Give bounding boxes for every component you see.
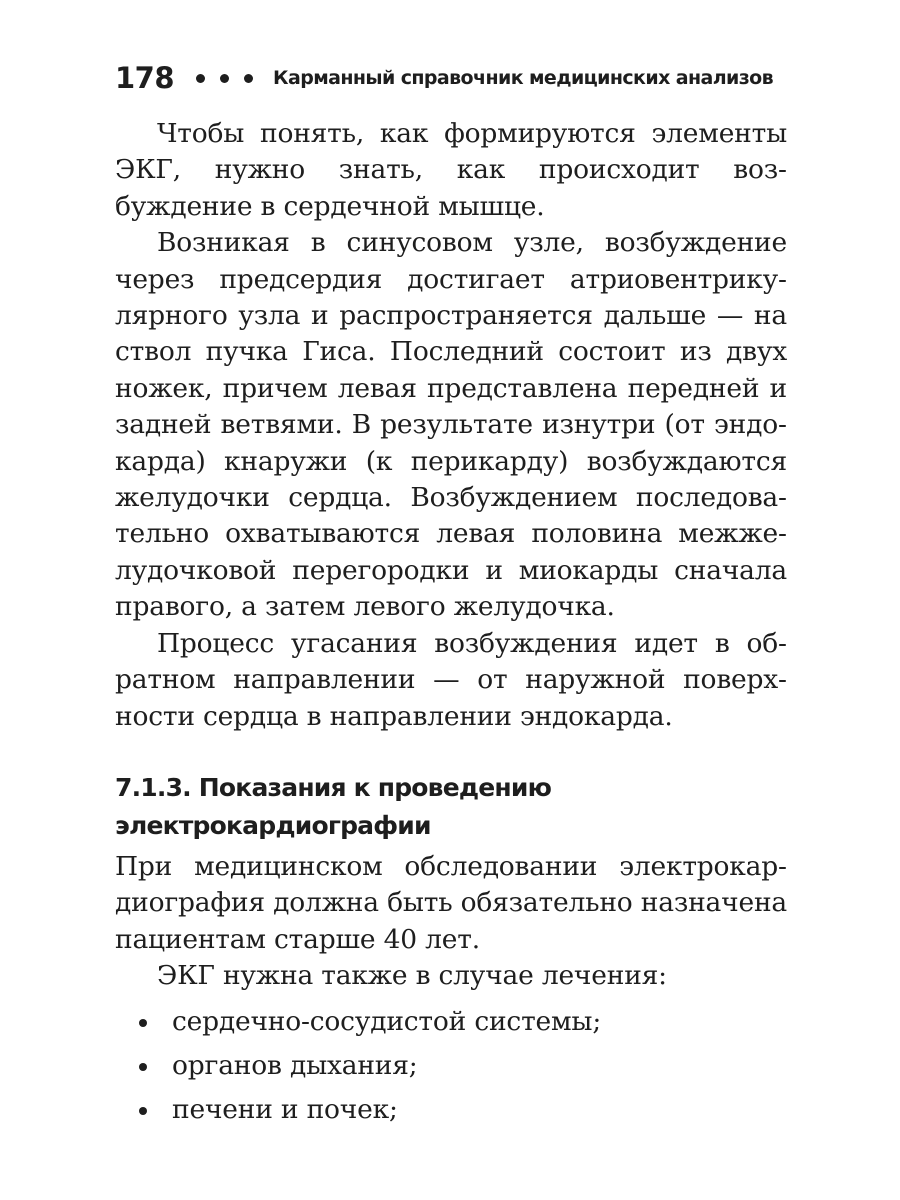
list-item-text: сердечно-сосудистой системы; [172,1005,602,1037]
bullet-list [115,1000,787,1132]
bullet-icon [139,1019,147,1027]
page-number: 178 [115,61,175,95]
paragraph: При медицинском обследовании электрокардиография должна быть обязательно назначена пациентам старше 40 лет. [115,850,788,955]
list-item [115,1088,787,1132]
list-item [115,1044,787,1088]
section-heading-line: 7.1.3. Показания к проведению [115,772,552,802]
list-item [115,1000,787,1044]
paragraph: Чтобы понять, как формируются элементы ЭКГ, нужно знать, как происходит возбуждение в сердечной мышце. [115,118,787,222]
paragraph: Процесс угасания возбуждения идет в обратном направлении — от наружной поверхности сердца в направлении эндокарда. [115,627,787,732]
list-item-text: органов дыхания; [172,1049,418,1081]
dot-icon [196,74,205,83]
running-head [115,58,787,98]
list-item-text: печени и почек; [172,1093,398,1125]
section-heading [115,769,787,845]
paragraph: Возникая в синусовом узле, возбуждение через предсердия достигает атриовентрикулярного узла и распространяется дальше — на ствол пучка Гиса. Последний состоит из двух ножек, причем левая представлена передней и задней ветвями. В результате изнутри (от эндокарда) кнаружи (к перикарду) возбуждаются желудочки сердца. Возбуждением последовательно охватываются левая половина межжелудочковой перегородки и миокарды сначала правого, а затем левого желудочка. [115,227,787,623]
separator-dots [196,74,253,83]
section-heading-line: электрокардиографии [115,810,431,840]
bullet-icon [139,1107,147,1115]
bullet-icon [139,1063,147,1071]
dot-icon [244,74,253,83]
book-page [115,0,787,1200]
book-title: Карманный справочник медицинских анализов [273,67,774,89]
page-body [115,116,787,1132]
dot-icon [220,74,229,83]
paragraph: ЭКГ нужна также в случае лечения: [157,960,667,992]
